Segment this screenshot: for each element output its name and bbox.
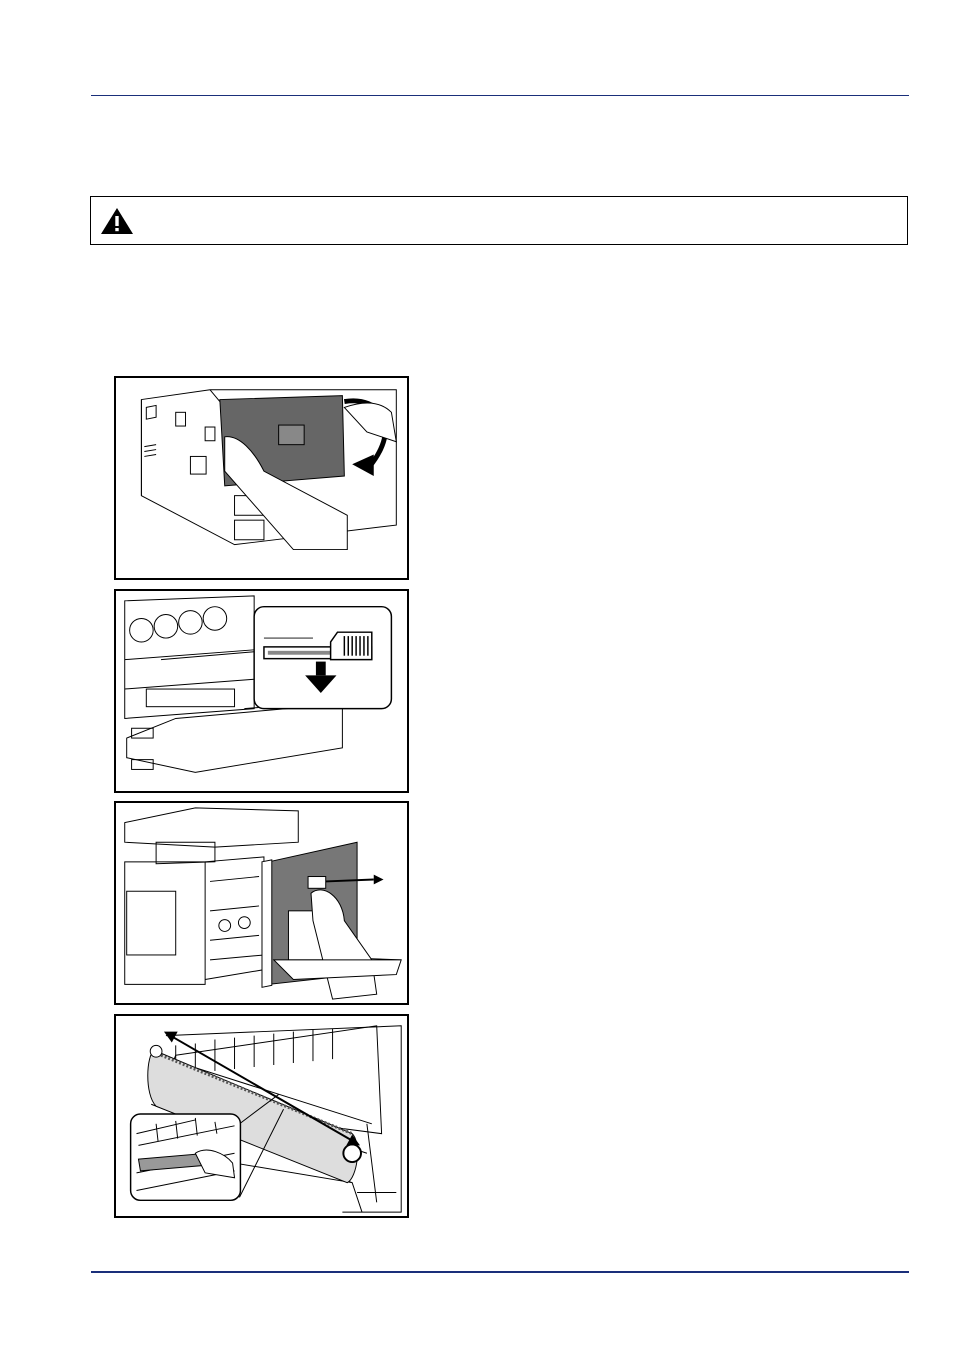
illustration-remove-brush bbox=[116, 803, 407, 1003]
caution-box bbox=[90, 196, 908, 245]
illustration-open-cover bbox=[116, 378, 407, 578]
illustration-clean-roller bbox=[116, 1016, 407, 1216]
warning-triangle-icon bbox=[99, 206, 135, 236]
figure-clean-roller bbox=[114, 1014, 409, 1218]
figure-open-cover bbox=[114, 376, 409, 580]
footer-rule bbox=[91, 1271, 909, 1273]
header-rule bbox=[91, 95, 909, 96]
figure-pull-knob bbox=[114, 589, 409, 793]
illustration-pull-knob bbox=[116, 591, 407, 791]
figure-remove-brush bbox=[114, 801, 409, 1005]
